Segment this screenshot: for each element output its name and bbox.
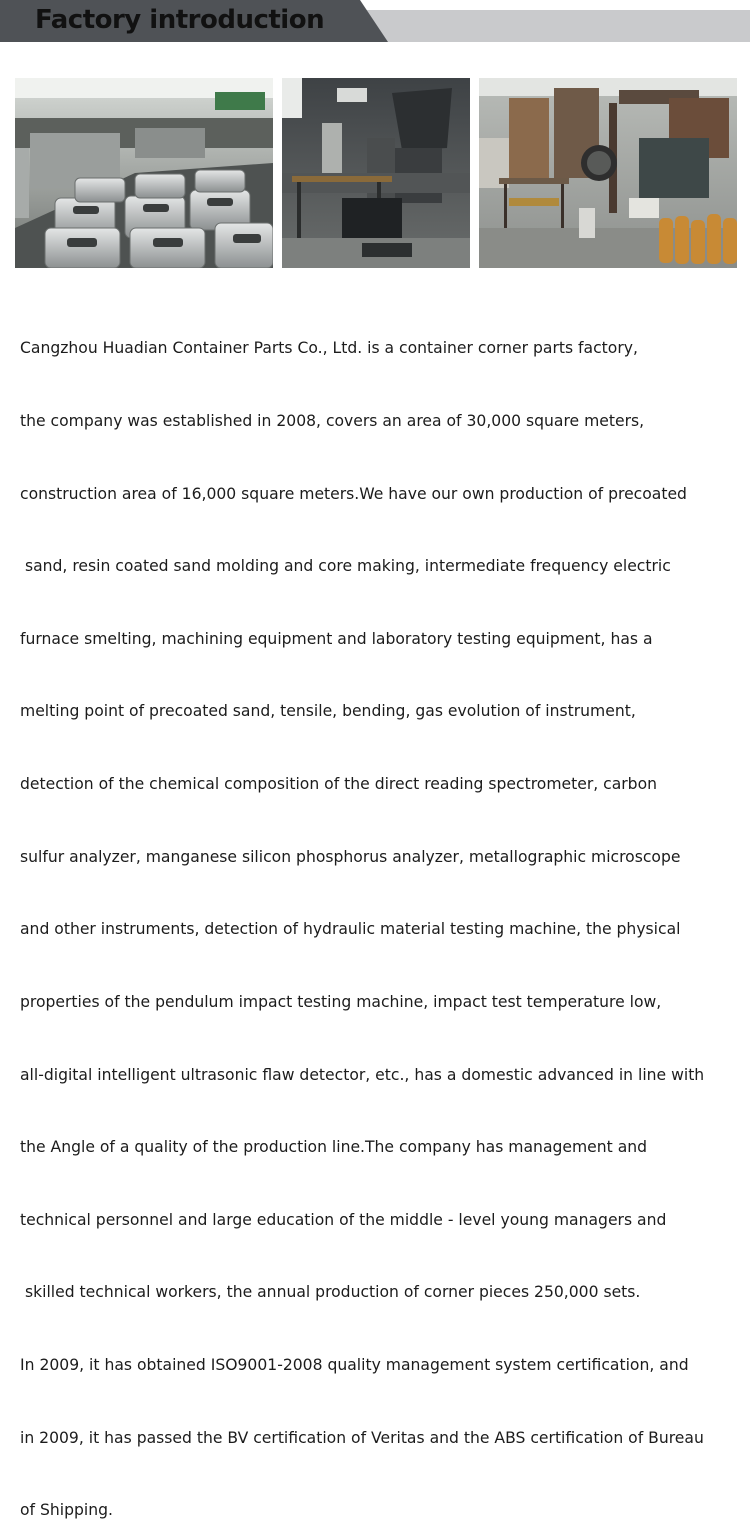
description-line: melting point of precoated sand, tensile, bending, gas evolution of instrument, [20, 702, 636, 721]
page-title: Factory introduction [35, 5, 325, 35]
description-line: and other instruments, detection of hydraulic material testing machine, the physical [20, 920, 681, 939]
description-line: the Angle of a quality of the production line.The company has management and [20, 1138, 648, 1157]
factory-photo-casting-yard [15, 78, 273, 268]
description-line: in 2009, it has passed the BV certification of Veritas and the ABS certification of Bureau [20, 1428, 704, 1447]
description-line: Cangzhou Huadian Container Parts Co., Ltd. is a container corner parts factory, [20, 339, 638, 358]
factory-photo-furnace-workshop [479, 78, 737, 268]
description-line: furnace smelting, machining equipment and laboratory testing equipment, has a [20, 629, 653, 648]
description-line: properties of the pendulum impact testing machine, impact test temperature low, [20, 992, 662, 1011]
description-line: all-digital intelligent ultrasonic flaw detector, etc., has a domestic advanced in line with [20, 1065, 705, 1084]
header-banner [0, 0, 750, 44]
company-description [20, 288, 740, 1522]
description-line: In 2009, it has obtained ISO9001-2008 quality management system certification, and [20, 1355, 689, 1374]
description-line: sand, resin coated sand molding and core making, intermediate frequency electric [20, 557, 671, 576]
description-line: sulfur analyzer, manganese silicon phosphorus analyzer, metallographic microscope [20, 847, 681, 866]
description-line: the company was established in 2008, covers an area of 30,000 square meters, [20, 412, 645, 431]
description-line: of Shipping. [20, 1501, 113, 1520]
description-line: construction area of 16,000 square meters.We have our own production of precoated [20, 484, 687, 503]
description-line: detection of the chemical composition of the direct reading spectrometer, carbon [20, 775, 658, 794]
description-line: skilled technical workers, the annual production of corner pieces 250,000 sets. [20, 1283, 641, 1302]
factory-photo-molding-machine [282, 78, 470, 268]
description-line: technical personnel and large education of the middle - level young managers and [20, 1210, 667, 1229]
